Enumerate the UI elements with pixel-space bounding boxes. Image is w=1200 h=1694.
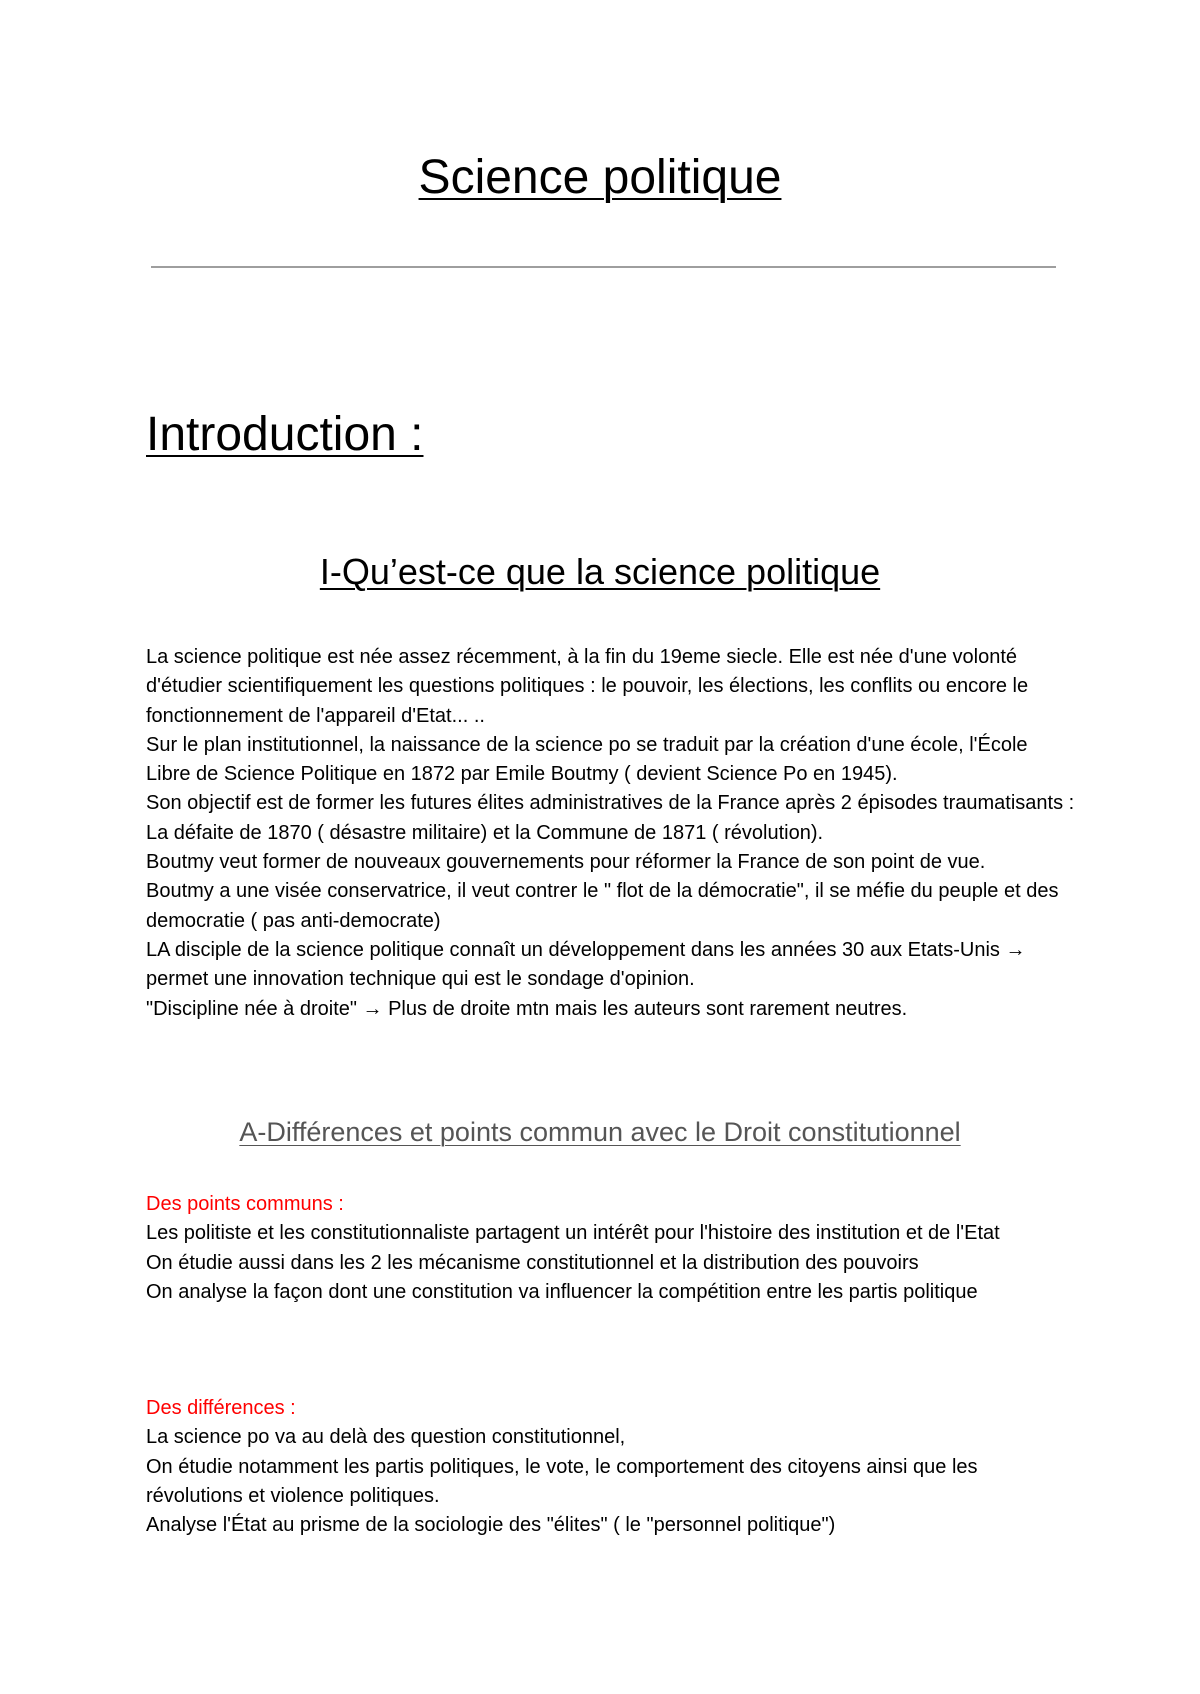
differences-block [146, 1394, 1076, 1540]
paragraph: Son objectif est de former les futures élites administratives de la France après 2 épisodes traumatisants : La défaite de 1870 ( désastre militaire) et la Commune de 1871 ( révolution). [146, 792, 1075, 844]
paragraph: On analyse la façon dont une constitution va influencer la compétition entre les partis politique [146, 1280, 978, 1303]
document-title: Science politique [418, 151, 782, 204]
differences-label: Des différences : [146, 1397, 296, 1419]
introduction-heading: Introduction : [146, 408, 424, 461]
section-heading: I-Qu’est-ce que la science politique [319, 551, 881, 592]
paragraph: Analyse l'État au prisme de la sociologie des "élites" ( le "personnel politique") [146, 1514, 836, 1537]
paragraph: LA disciple de la science politique connaît un développement dans les années 30 aux Etats-Unis → permet une innovation technique qui est le sondage d'opinion. [146, 938, 1026, 991]
common-points-label: Des points communs : [146, 1193, 344, 1215]
paragraph: On étudie aussi dans les 2 les mécanisme constitutionnel et la distribution des pouvoirs [146, 1251, 919, 1274]
paragraph: Les politiste et les constitutionnaliste partagent un intérêt pour l'histoire des institution et de l'Etat [146, 1222, 1000, 1245]
paragraph: La science po va au delà des question constitutionnel, [146, 1426, 626, 1449]
introduction-body [146, 643, 1076, 1024]
title-divider [151, 266, 1056, 268]
paragraph: Boutmy a une visée conservatrice, il veut contrer le " flot de la démocratie", il se méfie du peuple et des democratie ( pas anti-democrate) [146, 880, 1059, 932]
paragraph: Boutmy veut former de nouveaux gouvernements pour réformer la France de son point de vue. [146, 851, 986, 874]
paragraph: "Discipline née à droite" → Plus de droite mtn mais les auteurs sont rarement neutres. [146, 997, 908, 1020]
paragraph: On étudie notamment les partis politiques, le vote, le comportement des citoyens ainsi que les révolutions et violence politiques. [146, 1455, 978, 1507]
paragraph: La science politique est née assez récemment, à la fin du 19eme siecle. Elle est née d'une volonté d'étudier scientifiquement les questions politiques : le pouvoir, les élections, les conflits ou encore le fonctionnement de l'appareil d'Etat... .. [146, 646, 1029, 727]
paragraph: Sur le plan institutionnel, la naissance de la science po se traduit par la création d'une école, l'École Libre de Science Politique en 1872 par Emile Boutmy ( devient Science Po en 1945). [146, 733, 1028, 786]
subsection-heading: A-Différences et points commun avec le Droit constitutionnel [239, 1117, 961, 1147]
common-points-block [146, 1190, 1076, 1307]
